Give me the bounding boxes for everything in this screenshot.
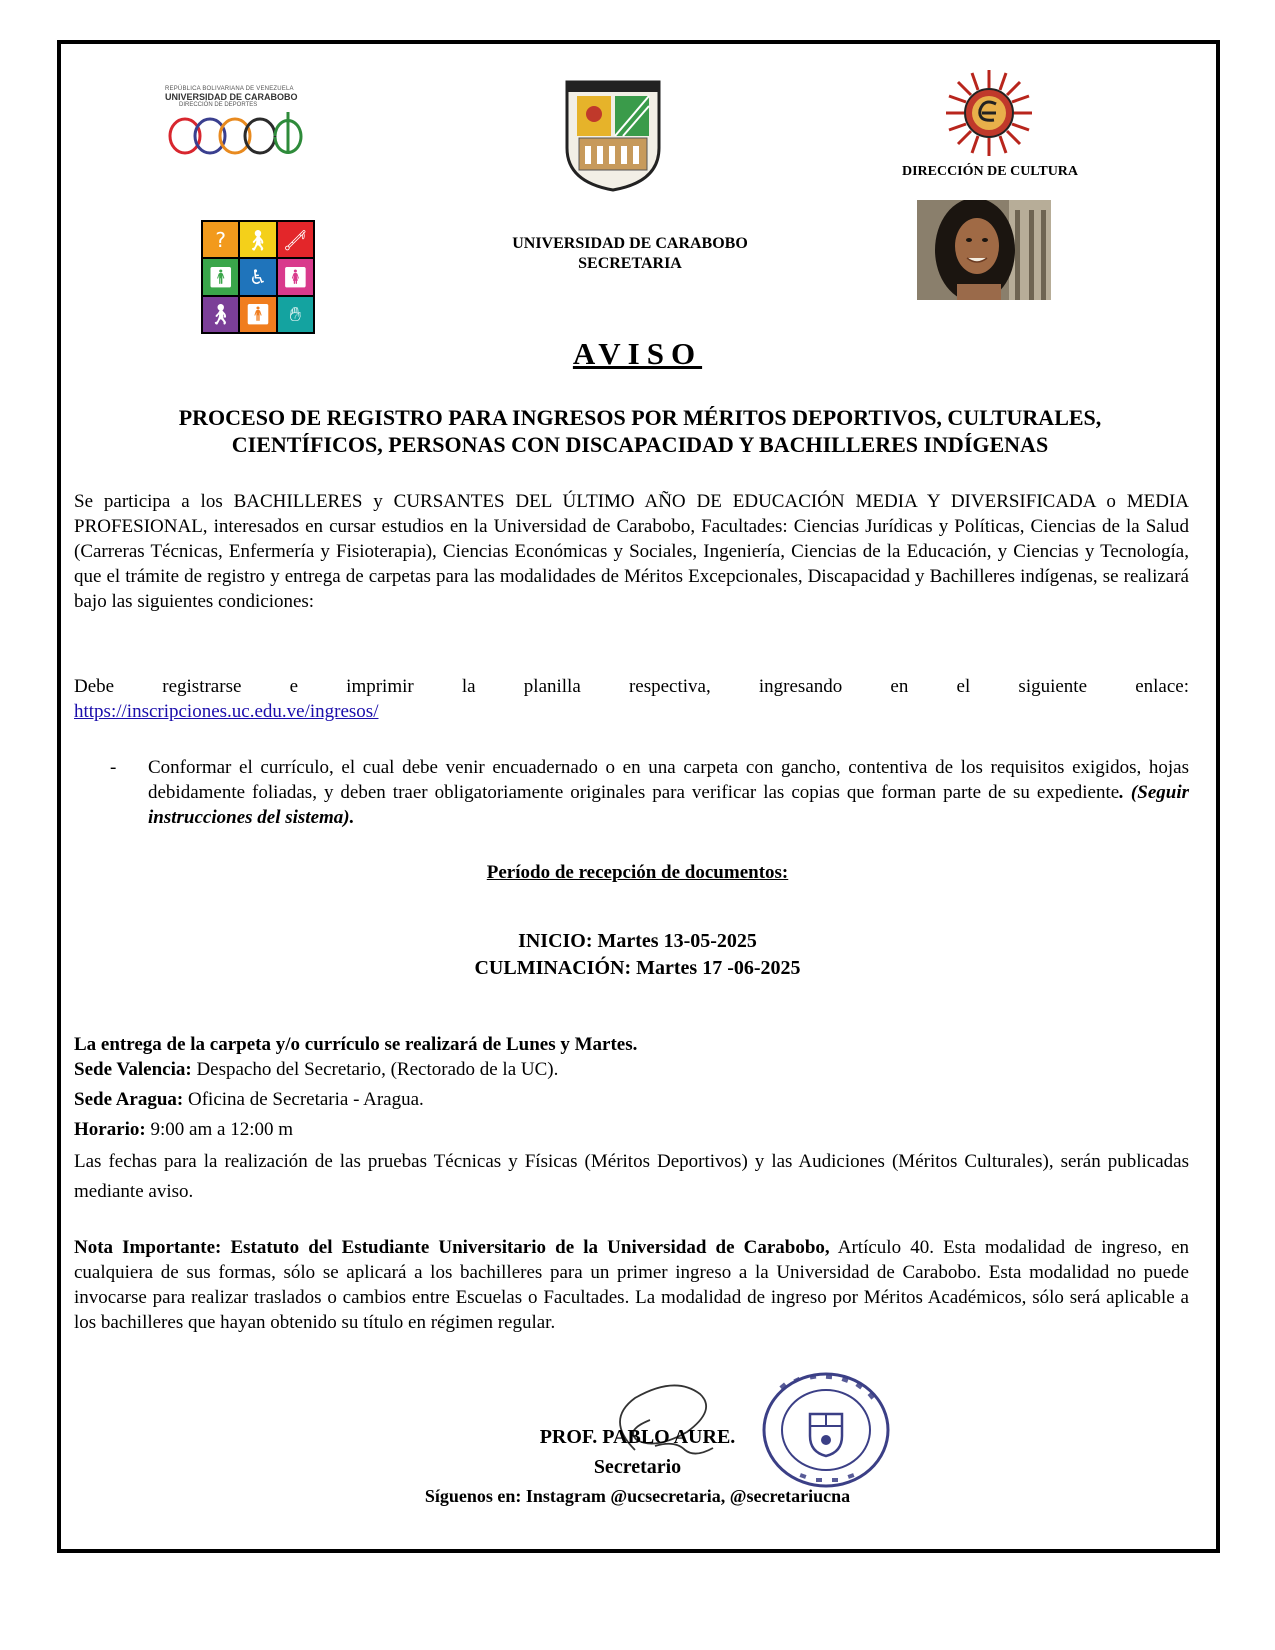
- sign-language-icon: ✋︎: [278, 297, 313, 332]
- walking-cane-icon: 🚶︎: [203, 297, 238, 332]
- reception-dates: [0, 928, 1275, 982]
- university-header: [470, 234, 790, 274]
- heading-line-1: PROCESO DE REGISTRO PARA INGRESOS POR MÉRITOS DEPORTIVOS, CULTURALES,: [178, 405, 1102, 430]
- heading-line-2: CIENTÍFICOS, PERSONAS CON DISCAPACIDAD Y BACHILLERES INDÍGENAS: [231, 432, 1049, 457]
- sede-valencia-value: Despacho del Secretario, (Rectorado de la UC).: [191, 1059, 559, 1080]
- sun-emblem-icon: [944, 68, 1034, 158]
- cultura-sun-logo: [944, 68, 1034, 158]
- indigenous-girl-photo: [917, 200, 1051, 300]
- periodo-label: Período de recepción de documentos:: [486, 862, 789, 883]
- deportes-logo-line1: REPÚBLICA BOLIVARIANA DE VENEZUELA: [165, 86, 294, 92]
- start-date: INICIO: Martes 13-05-2025: [518, 930, 757, 952]
- delivery-info: [74, 1032, 1189, 1207]
- sede-aragua-label: Sede Aragua:: [74, 1089, 184, 1110]
- sede-valencia: [74, 1057, 1189, 1082]
- horario-label: Horario:: [74, 1119, 146, 1140]
- sede-aragua-value: Oficina de Secretaria - Aragua.: [183, 1089, 424, 1110]
- person-icon: 🚶︎: [240, 222, 275, 257]
- person-short-icon: 🚹︎: [240, 297, 275, 332]
- wheelchair-icon: ♿︎: [240, 259, 275, 294]
- disability-symbols-logo: [201, 220, 315, 334]
- hearing-icon: ?: [203, 222, 238, 257]
- deportes-logo: [165, 86, 315, 172]
- important-note: [74, 1235, 1189, 1335]
- end-date: CULMINACIÓN: Martes 17 -06-2025: [474, 957, 801, 979]
- signer-block: [0, 1422, 1275, 1482]
- intro-paragraph: Se participa a los BACHILLERES y CURSANTES DEL ÚLTIMO AÑO DE EDUCACIÓN MEDIA Y DIVERSIFICADA o MEDIA PROFESIONAL, interesados en cursar estudios en la Universidad de Carabobo, Facultades: Ciencias Jurídicas y Políticas, Ciencias de la Salud (Carreras Técnicas, Enfermería y Fisioterapia), Ciencias Económicas y Sociales, Ingeniería, Ciencias de la Educación, y Ciencias y Tecnología, que el trámite de registro y entrega de carpetas para las modalidades de Méritos Excepcionales, Discapacidad y Bachilleres indígenas, se realizará bajo las siguientes condiciones:: [74, 491, 1189, 612]
- bullet-dash: -: [110, 757, 117, 778]
- requirements-bullet: [110, 755, 1189, 830]
- deportes-logo-line2: UNIVERSIDAD DE CARABOBO: [165, 92, 298, 102]
- university-name: UNIVERSIDAD DE CARABOBO: [512, 235, 748, 252]
- direccion-cultura-label: DIRECCIÓN DE CULTURA: [901, 164, 1079, 179]
- blind-person-icon: 🦯︎: [278, 222, 313, 257]
- university-shield-logo: [563, 78, 663, 192]
- social-media-line: Síguenos en: Instagram @ucsecretaria, @secretariucna: [424, 1486, 851, 1506]
- person-standing-icon: 🚹︎: [203, 259, 238, 294]
- note-text: Artículo 40. Esta modalidad de ingreso, en cualquiera de sus formas, sólo se aplicará a los bachilleres para un primer ingreso a la Universidad de Carabobo. Esta modalidad no puede invocarse para realizar traslados o cambios entre Escuelas o Facultades. La modalidad de ingreso por Méritos Académicos, sólo será aplicable a los bachilleres que hayan obtenido su título en régimen regular.: [74, 1237, 1190, 1333]
- note-label: Nota Importante: Estatuto del Estudiante Universitario de la Universidad de Carabobo,: [74, 1237, 830, 1258]
- sede-aragua: [74, 1087, 1189, 1112]
- horario: [74, 1117, 1189, 1142]
- olympic-rings-icon: [165, 108, 315, 160]
- university-shield-icon: [563, 78, 663, 192]
- person-female-icon: 🚺︎: [278, 259, 313, 294]
- bullet-body: Conformar el currículo, el cual debe venir encuadernado o en una carpeta con gancho, contentiva de los requisitos exigidos, hojas debidamente foliadas, y deben traer obligatoriamente originales para verificar las copias que forman parte de su expediente: [148, 757, 1189, 803]
- page-title: AVISO: [572, 336, 703, 371]
- register-link[interactable]: https://inscripciones.uc.edu.ve/ingresos/: [74, 701, 379, 722]
- register-text: Debe registrarse e imprimir la planilla respectiva, ingresando en el siguiente enlace:: [74, 676, 1189, 697]
- portrait-image-icon: [917, 200, 1051, 300]
- register-paragraph: [74, 674, 1189, 724]
- secretaria-label: SECRETARIA: [578, 255, 682, 272]
- pruebas-text: Las fechas para la realización de las pruebas Técnicas y Físicas (Méritos Deportivos) y las Audiciones (Méritos Culturales), serán publicadas mediante aviso.: [74, 1151, 1189, 1202]
- horario-value: 9:00 am a 12:00 m: [145, 1119, 293, 1140]
- deportes-logo-line3: DIRECCIÓN DE DEPORTES: [179, 102, 258, 108]
- signer-name: PROF. PABLO AURE.: [539, 1426, 736, 1448]
- delivery-days: La entrega de la carpeta y/o currículo se realizará de Lunes y Martes.: [74, 1034, 638, 1055]
- signer-role: Secretario: [593, 1456, 682, 1478]
- bullet-text: [148, 755, 1189, 830]
- process-heading: [90, 404, 1190, 458]
- sede-valencia-label: Sede Valencia:: [74, 1059, 192, 1080]
- bullet-emphasis: . (Seguir instrucciones del sistema).: [148, 782, 1189, 828]
